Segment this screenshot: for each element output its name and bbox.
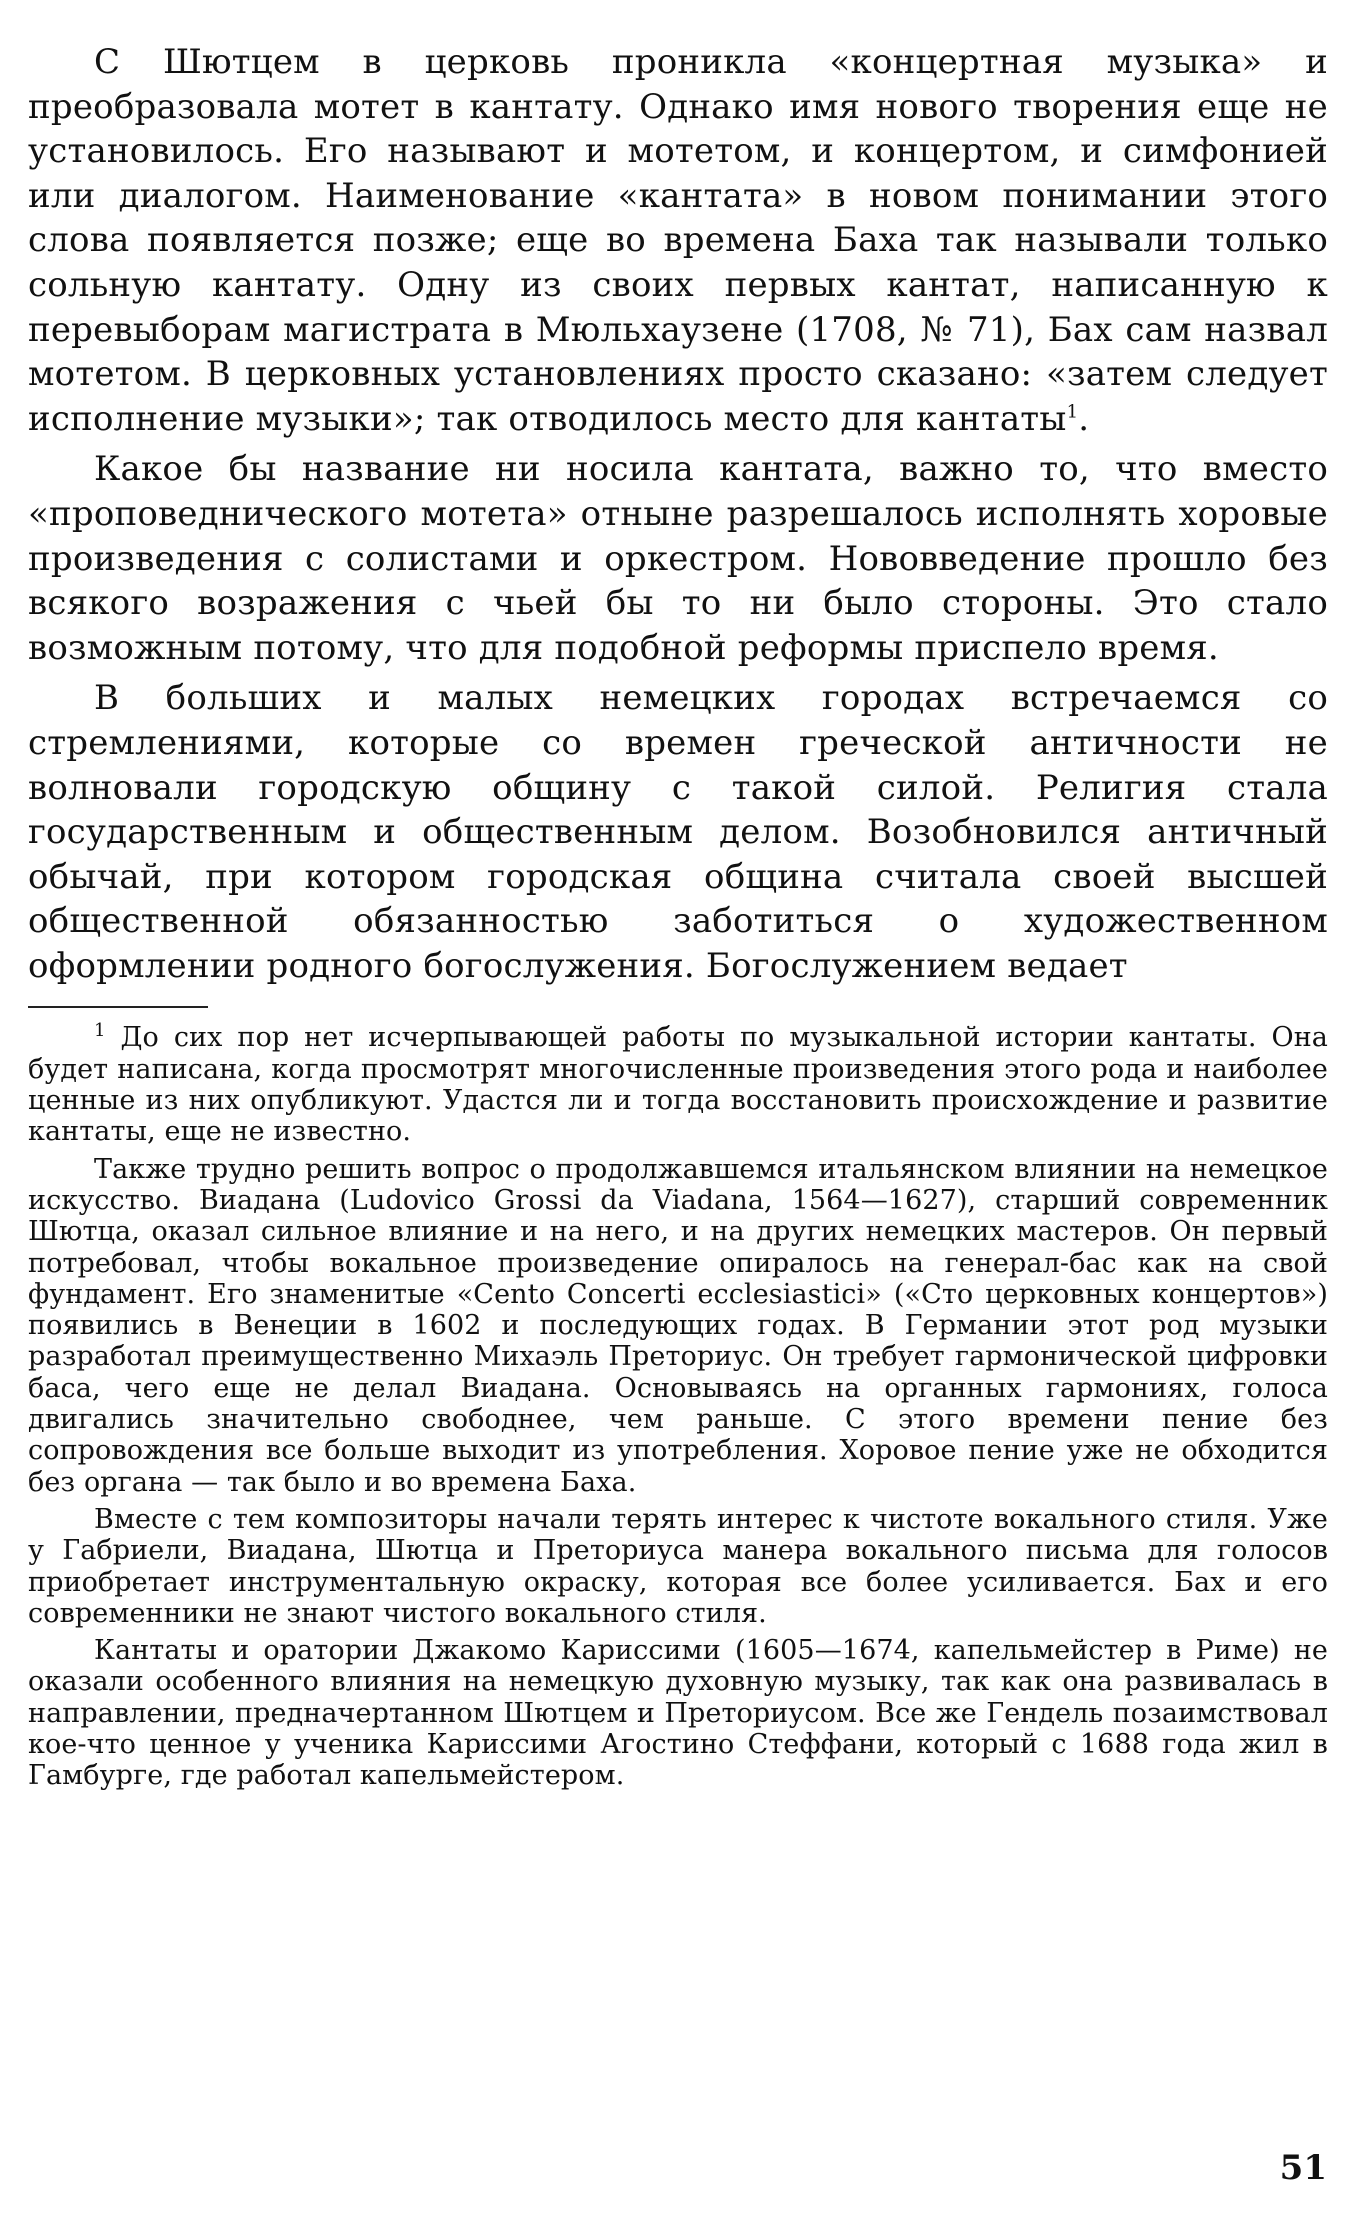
footnote-paragraph-4: Кантаты и оратории Джакомо Кариссими (1605—1674, капельмейстер в Риме) не оказали особенного влияния на немецкую духовную музыку, так как она развивалась в направлении, предначертанном Шютцем и Преториусом. Все же Гендель позаимствовал кое-что ценное у ученика Кариссими Агостино Стеффани, который с 1688 года жил в Гамбурге, где работал капельмейстером. <box>28 1635 1328 1792</box>
footnote-divider <box>28 1006 208 1008</box>
footnote-reference: 1 <box>1066 401 1079 423</box>
footnote-1 <box>28 1022 1328 1147</box>
book-page <box>28 40 1328 1798</box>
footnotes <box>28 1022 1328 1791</box>
sentence-end: . <box>1078 398 1090 439</box>
footnote-marker: 1 <box>94 1020 106 1042</box>
main-text <box>28 40 1328 988</box>
paragraph-2: Какое бы название ни носила кантата, важно то, что вместо «проповеднического мотета» отныне разрешалось исполнять хоровые произведения с солистами и оркестром. Нововведение прошло без всякого возражения с чьей бы то ни было стороны. Это стало возможным потому, что для подобной реформы приспело время. <box>28 449 1328 668</box>
footnote-paragraph-2: Также трудно решить вопрос о продолжавшемся итальянском влиянии на немецкое искусство. Виадана (Ludovico Grossi da Viadana, 1564—1627), старший современник Шютца, оказал сильное влияние и на него, и на других немецких мастеров. Он первый потребовал, чтобы вокальное произведение опиралось на генерал-бас как на свой фундамент. Его знаменитые «Cento Concerti ecclesiastici» («Сто церковных концертов») появились в Венеции в 1602 и последующих годах. В Германии этот род музыки разработал преимущественно Михаэль Преториус. Он требует гармонической цифровки баса, чего еще не делал Виадана. Основываясь на органных гармониях, голоса двигались значительно свободнее, чем раньше. С этого времени пение без сопровождения все больше выходит из употребления. Хоровое пение уже не обходится без органа — так было и во времена Баха. <box>28 1153 1328 1498</box>
paragraph-1-text: С Шютцем в церковь проникла «концертная музыка» и преобразовала мотет в кантату. Однако имя нового творения еще не установилось. Его называют и мотетом, и концертом, и симфонией или диалогом. Наименование «кантата» в новом понимании этого слова появляется позже; еще во времена Баха так называли только сольную кантату. Одну из своих первых кантат, написанную к перевыборам магистрата в Мюльхаузене (1708, № 71), Бах сам назвал мотетом. В церковных установлениях просто сказано: «затем следует исполнение музыки»; так отводилось место для кантаты <box>28 42 1328 439</box>
footnote-1-text: До сих пор нет исчерпывающей работы по музыкальной истории кантаты. Она будет написана, когда просмотрят многочисленные произведения этого рода и наиболее ценные из них опубликуют. Удастся ли и тогда восстановить происхождение и развитие кантаты, еще не известно. <box>28 1022 1328 1148</box>
footnote-paragraph-3: Вместе с тем композиторы начали терять интерес к чистоте вокального стиля. Уже у Габриели, Виадана, Шютца и Преториуса манера вокального письма для голосов приобретает инструментальную окраску, которая все более усиливается. Бах и его современники не знают чистого вокального стиля. <box>28 1503 1328 1629</box>
page-number: 51 <box>1279 2148 1327 2188</box>
paragraph-3: В больших и малых немецких городах встречаемся со стремлениями, которые со времен греческой античности не волновали городскую общину с такой силой. Религия стала государственным и общественным делом. Возобновился античный обычай, при котором городская община считала своей высшей общественной обязанностью заботиться о художественном оформлении родного богослужения. Богослужением ведает <box>28 678 1328 986</box>
paragraph-1 <box>28 40 1328 441</box>
